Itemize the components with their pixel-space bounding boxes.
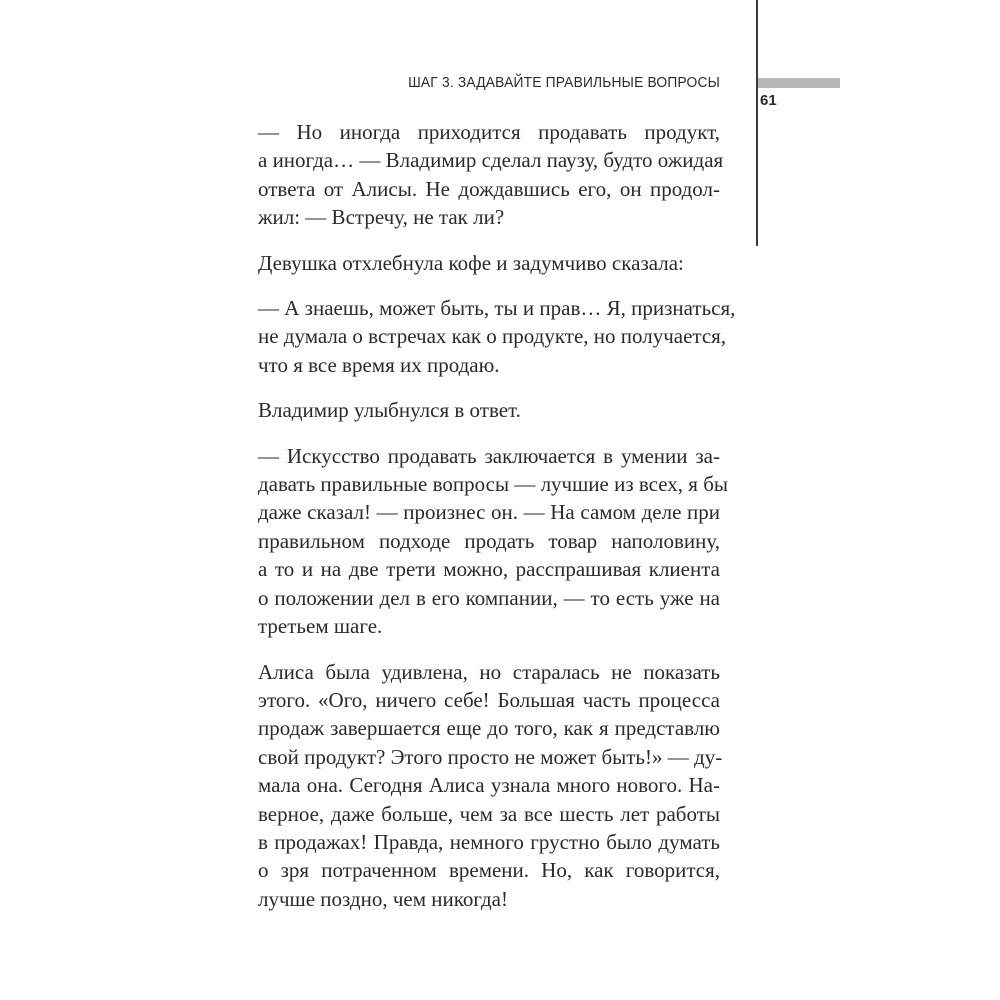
text-line: свой продукт? Этого просто не может быть!» — ду- — [258, 744, 723, 769]
text-line: давать правильные вопросы — лучшие из всех, я бы — [258, 472, 728, 497]
text-line: что я все время их продаю. — [258, 352, 500, 377]
text-line: правильном подходе продать товар наполовину, — [258, 528, 720, 553]
text-line: — А знаешь, может быть, ты и прав… Я, признаться, — [258, 296, 736, 321]
text-line: Алиса была удивлена, но старалась не показать — [258, 659, 720, 684]
text-line: мала она. Сегодня Алиса узнала много нового. На- — [258, 773, 720, 798]
text-line: Владимир улыбнулся в ответ. — [258, 398, 521, 423]
page-number-tab — [758, 78, 840, 88]
text-line: о зря потраченном времени. Но, как говорится, — [258, 858, 720, 883]
text-line: Девушка отхлебнула кофе и задумчиво сказала: — [258, 250, 684, 275]
text-line: верное, даже больше, чем за все шесть лет работы — [258, 801, 720, 826]
text-line: — Искусство продавать заключается в умении за- — [258, 443, 720, 468]
running-header-title: ШАГ 3. ЗАДАВАЙТЕ ПРАВИЛЬНЫЕ ВОПРОСЫ — [408, 74, 720, 91]
paragraph — [258, 249, 720, 277]
paragraph — [258, 294, 736, 379]
paragraph — [258, 442, 728, 641]
text-line: о положении дел в его компании, — то есть уже на — [258, 585, 720, 610]
text-line: этого. «Ого, ничего себе! Большая часть процесса — [258, 687, 720, 712]
text-line: в продажах! Правда, немного грустно было думать — [258, 829, 720, 854]
paragraph — [258, 118, 724, 232]
text-line: жил: — Встречу, не так ли? — [258, 205, 505, 230]
text-line: продаж завершается еще до того, как я представлю — [258, 716, 720, 741]
paragraph — [258, 658, 723, 914]
margin-vertical-rule — [756, 0, 758, 246]
text-line: даже сказал! — произнес он. — На самом деле при — [258, 500, 720, 525]
text-line: третьем шаге. — [258, 614, 383, 639]
text-line: а то и на две трети можно, расспрашивая клиента — [258, 557, 720, 582]
text-line: не думала о встречах как о продукте, но получается, — [258, 324, 727, 349]
page-number: 61 — [760, 92, 777, 109]
text-line: лучше поздно, чем никогда! — [258, 886, 508, 911]
text-line: ответа от Алисы. Не дождавшись его, он продол- — [258, 176, 720, 201]
paragraph — [258, 396, 720, 424]
body-text — [258, 118, 736, 930]
text-line: — Но иногда приходится продавать продукт, — [258, 120, 720, 144]
text-line: а иногда… — Владимир сделал паузу, будто ожидая — [258, 148, 724, 173]
